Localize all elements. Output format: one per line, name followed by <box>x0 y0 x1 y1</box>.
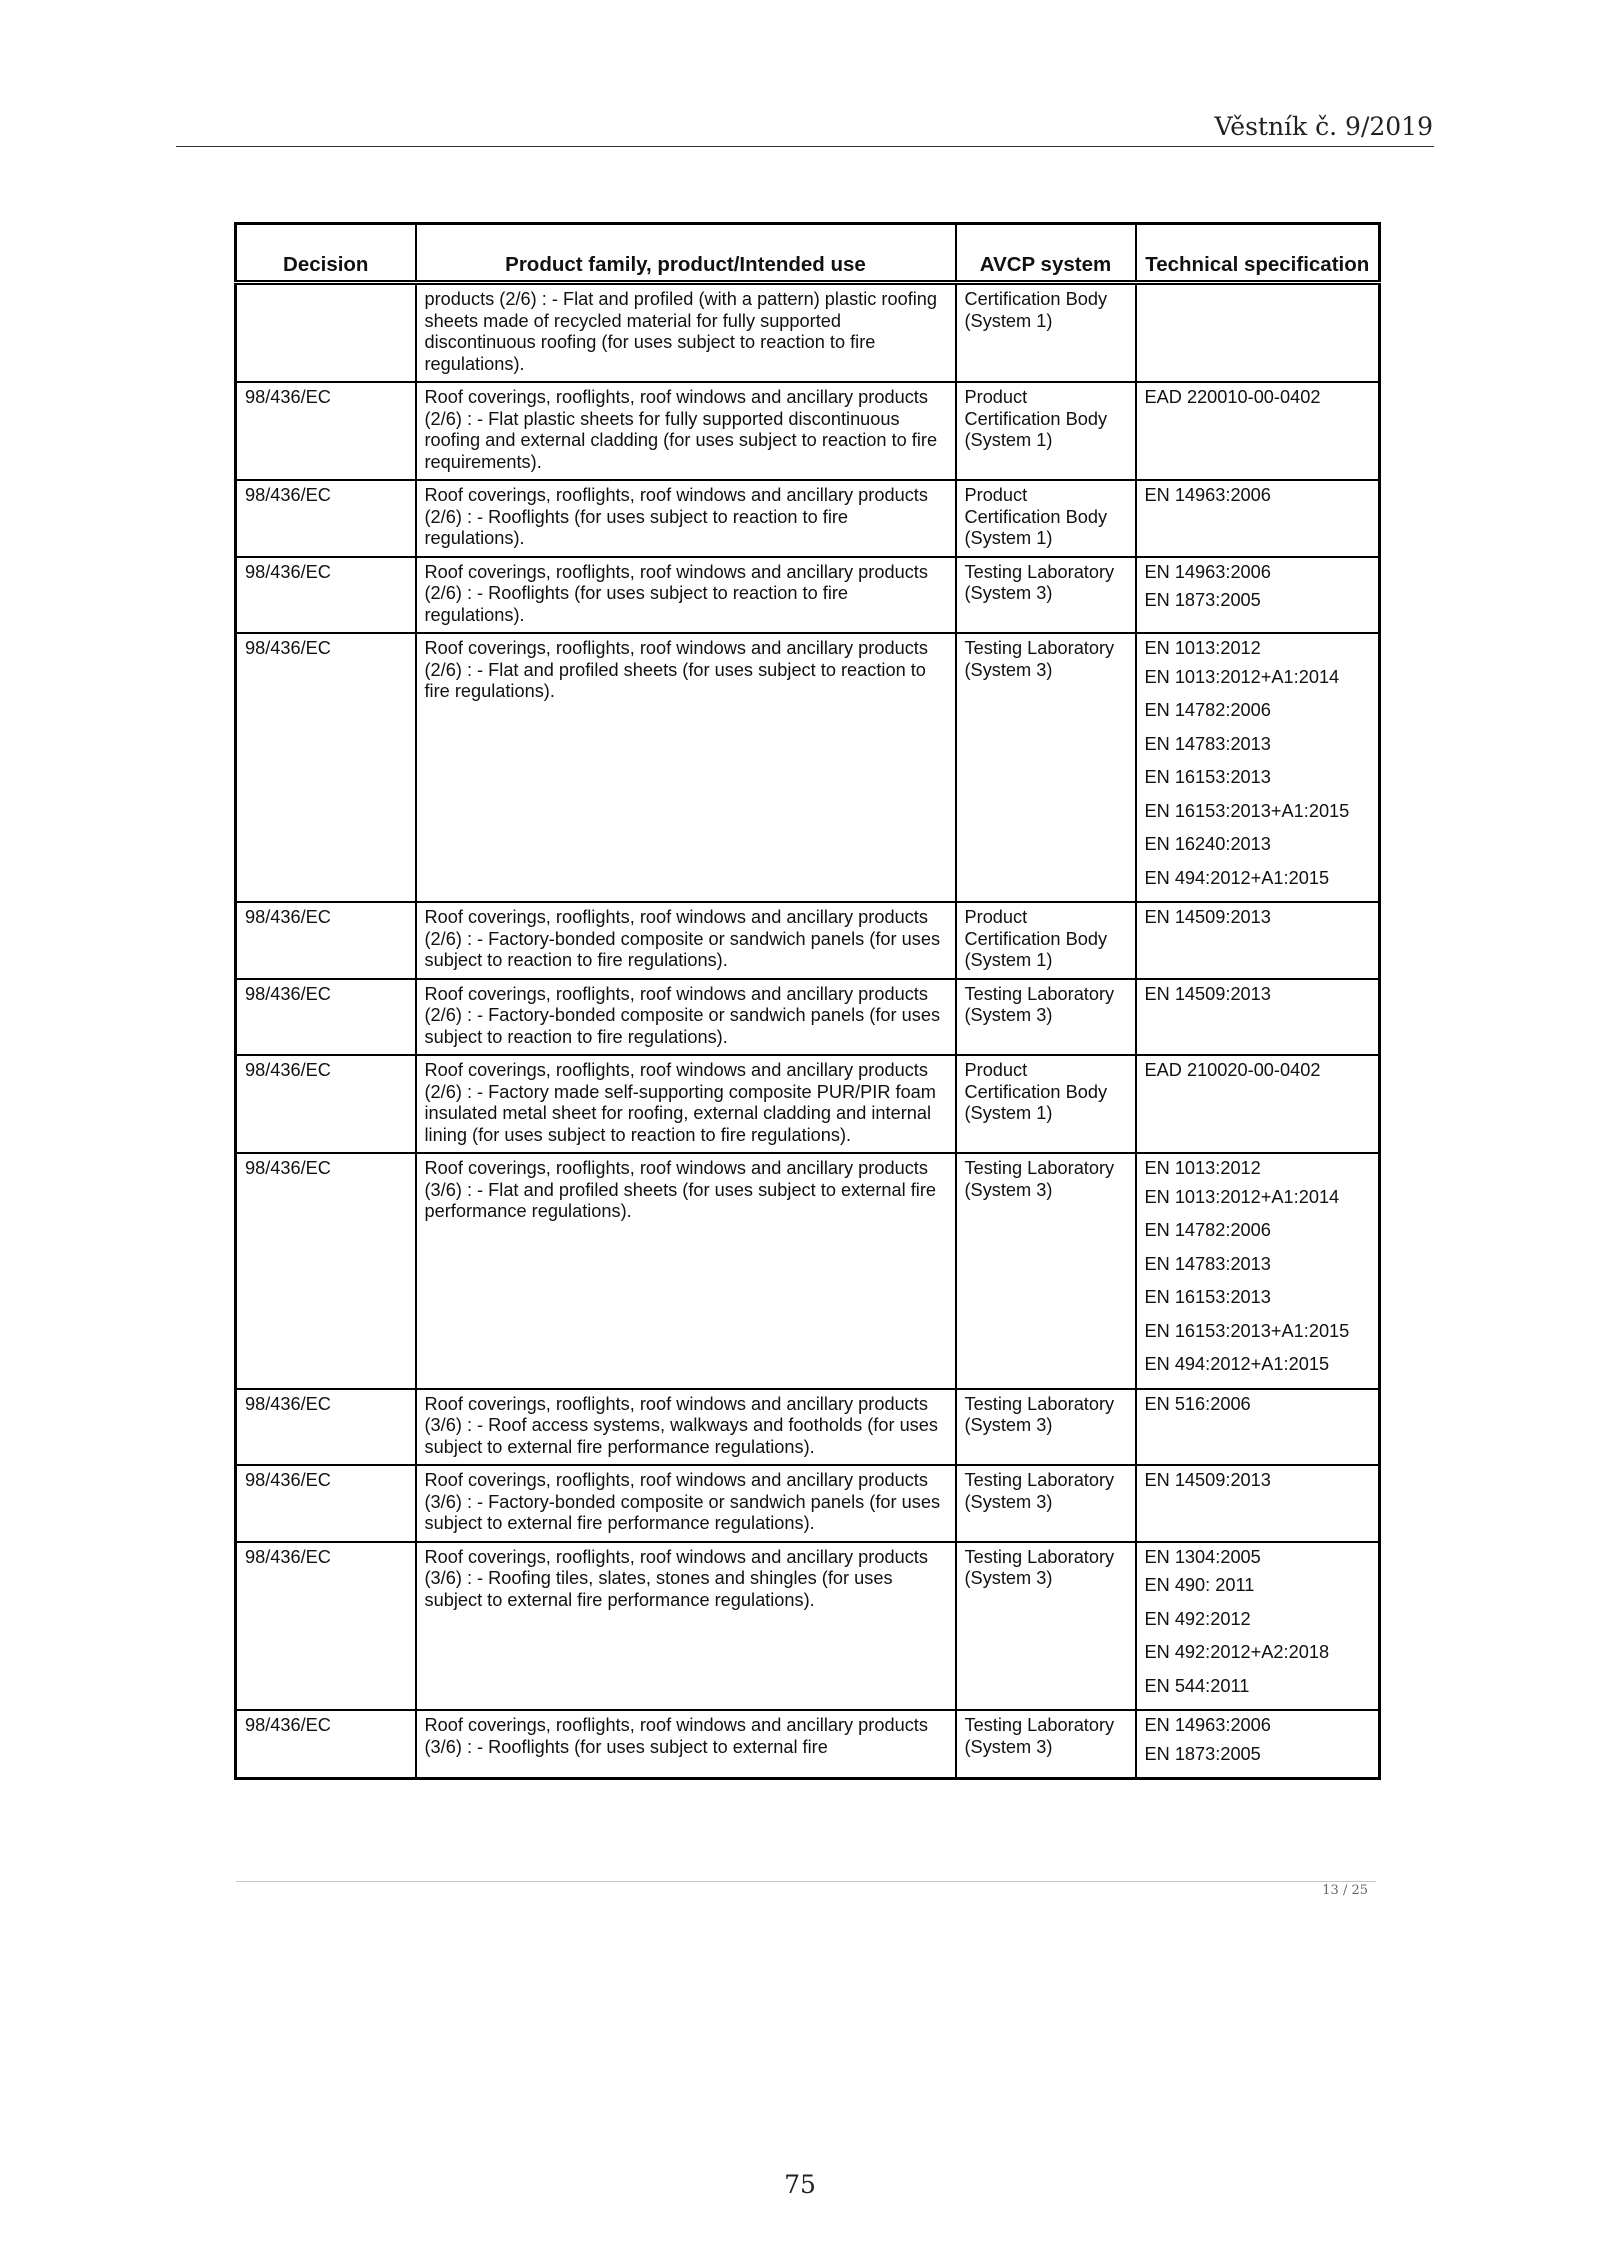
journal-title: Věstník č. 9/2019 <box>1214 112 1433 141</box>
decision-cell: 98/436/EC <box>236 382 416 480</box>
specification-item: EN 14509:2013 <box>1144 907 1271 927</box>
table-header-row <box>236 224 1380 283</box>
specification-cell <box>1136 283 1380 383</box>
avcp-cell: Testing Laboratory (System 3) <box>956 1389 1136 1466</box>
header-divider <box>176 146 1434 147</box>
specification-item: EN 16240:2013 <box>1144 834 1271 854</box>
specification-cell <box>1136 902 1380 979</box>
footer-divider <box>236 1881 1376 1882</box>
column-header-product: Product family, product/Intended use <box>416 224 956 283</box>
specification-item: EN 492:2012+A2:2018 <box>1144 1642 1330 1662</box>
specification-item: EN 14963:2006 <box>1144 485 1271 505</box>
specification-item: EN 14963:2006 <box>1144 1715 1271 1735</box>
table-row <box>236 283 1380 383</box>
product-cell: Roof coverings, rooflights, roof windows and ancillary products (2/6) : - Rooflights (for uses subject to reaction to fire regulations). <box>416 557 956 634</box>
decision-cell: 98/436/EC <box>236 1389 416 1466</box>
page-counter: 13 / 25 <box>1322 1883 1368 1898</box>
decision-cell: 98/436/EC <box>236 1542 416 1711</box>
specification-item: EN 14963:2006 <box>1144 561 1271 582</box>
decision-cell: 98/436/EC <box>236 1465 416 1542</box>
specification-item: EN 516:2006 <box>1144 1393 1251 1414</box>
specification-cell <box>1136 382 1380 480</box>
decision-cell: 98/436/EC <box>236 902 416 979</box>
specification-cell <box>1136 979 1380 1056</box>
avcp-cell: Testing Laboratory (System 3) <box>956 633 1136 902</box>
table-row <box>236 1389 1380 1466</box>
specification-item: EN 1013:2012+A1:2014 <box>1144 1186 1340 1207</box>
avcp-cell: Product Certification Body (System 1) <box>956 1055 1136 1153</box>
specification-item: EN 490: 2011 <box>1144 1575 1255 1595</box>
decision-cell: 98/436/EC <box>236 1055 416 1153</box>
column-header-decision: Decision <box>236 224 416 283</box>
specification-item: EN 1873:2005 <box>1144 1743 1261 1764</box>
specification-cell <box>1136 1710 1380 1779</box>
specification-item: EN 1013:2012+A1:2014 <box>1144 666 1340 687</box>
specification-item: EN 492:2012 <box>1144 1608 1251 1629</box>
table-row <box>236 1465 1380 1542</box>
table-row <box>236 902 1380 979</box>
table-row <box>236 1055 1380 1153</box>
specification-cell <box>1136 1465 1380 1542</box>
table-row <box>236 480 1380 557</box>
avcp-cell: Testing Laboratory (System 3) <box>956 1465 1136 1542</box>
specification-item: EN 14782:2006 <box>1144 1220 1271 1240</box>
table-row <box>236 557 1380 634</box>
specification-item: EN 14783:2013 <box>1144 733 1271 754</box>
decision-cell: 98/436/EC <box>236 557 416 634</box>
avcp-cell: Product Certification Body (System 1) <box>956 902 1136 979</box>
table-row <box>236 1710 1380 1779</box>
product-cell: Roof coverings, rooflights, roof windows and ancillary products (2/6) : - Flat plastic sheets for fully supported discontinuous roofing and external cladding (for uses subject to reaction to fire requirements). <box>416 382 956 480</box>
product-cell: products (2/6) : - Flat and profiled (with a pattern) plastic roofing sheets made of recycled material for fully supported discontinuous roofing (for uses subject to reaction to fire regulations). <box>416 283 956 383</box>
avcp-cell: Testing Laboratory (System 3) <box>956 1542 1136 1711</box>
product-cell: Roof coverings, rooflights, roof windows and ancillary products (2/6) : - Factory-bonded composite or sandwich panels (for uses subject to reaction to fire regulations). <box>416 979 956 1056</box>
specification-cell <box>1136 1542 1380 1711</box>
specification-item: EN 16153:2013+A1:2015 <box>1144 1320 1350 1341</box>
avcp-cell: Certification Body (System 1) <box>956 283 1136 383</box>
table-row <box>236 979 1380 1056</box>
product-cell: Roof coverings, rooflights, roof windows and ancillary products (3/6) : - Roofing tiles, slates, stones and shingles (for uses subject to external fire performance regulations). <box>416 1542 956 1711</box>
avcp-cell: Product Certification Body (System 1) <box>956 480 1136 557</box>
product-cell: Roof coverings, rooflights, roof windows and ancillary products (2/6) : - Factory-bonded composite or sandwich panels (for uses subject to reaction to fire regulations). <box>416 902 956 979</box>
specification-item: EN 16153:2013 <box>1144 1287 1271 1307</box>
specification-item: EN 16153:2013 <box>1144 767 1271 787</box>
specification-item: EN 1013:2012 <box>1144 638 1261 658</box>
specification-cell <box>1136 633 1380 902</box>
specification-item: EN 14509:2013 <box>1144 983 1271 1004</box>
table-row <box>236 1542 1380 1711</box>
specification-cell <box>1136 1389 1380 1466</box>
specification-item: EN 1013:2012 <box>1144 1158 1261 1178</box>
specification-item: EAD 220010-00-0402 <box>1144 387 1321 407</box>
specification-cell <box>1136 1055 1380 1153</box>
avcp-cell: Testing Laboratory (System 3) <box>956 557 1136 634</box>
specification-cell <box>1136 480 1380 557</box>
table-row <box>236 1153 1380 1389</box>
decision-cell: 98/436/EC <box>236 633 416 902</box>
specification-item: EN 14782:2006 <box>1144 700 1271 720</box>
product-cell: Roof coverings, rooflights, roof windows and ancillary products (2/6) : - Flat and profiled sheets (for uses subject to reaction to fire regulations). <box>416 633 956 902</box>
specification-item: EN 14509:2013 <box>1144 1470 1271 1490</box>
specification-item: EN 1873:2005 <box>1144 590 1261 610</box>
avcp-cell: Testing Laboratory (System 3) <box>956 1153 1136 1389</box>
specification-item: EN 494:2012+A1:2015 <box>1144 1354 1330 1374</box>
decision-cell: 98/436/EC <box>236 979 416 1056</box>
decision-cell <box>236 283 416 383</box>
specification-item: EN 544:2011 <box>1144 1675 1250 1696</box>
product-cell: Roof coverings, rooflights, roof windows and ancillary products (3/6) : - Factory-bonded composite or sandwich panels (for uses subject to external fire performance regulations). <box>416 1465 956 1542</box>
decision-cell: 98/436/EC <box>236 1710 416 1779</box>
specification-item: EN 14783:2013 <box>1144 1253 1271 1274</box>
column-header-avcp: AVCP system <box>956 224 1136 283</box>
specification-item: EN 494:2012+A1:2015 <box>1144 867 1330 888</box>
avcp-cell: Product Certification Body (System 1) <box>956 382 1136 480</box>
decision-cell: 98/436/EC <box>236 1153 416 1389</box>
specification-cell <box>1136 1153 1380 1389</box>
decision-cell: 98/436/EC <box>236 480 416 557</box>
specification-cell <box>1136 557 1380 634</box>
product-cell: Roof coverings, rooflights, roof windows and ancillary products (3/6) : - Rooflights (for uses subject to external fire <box>416 1710 956 1779</box>
specification-item: EN 16153:2013+A1:2015 <box>1144 800 1350 821</box>
specification-item: EN 1304:2005 <box>1144 1546 1261 1567</box>
table-row <box>236 633 1380 902</box>
table-row <box>236 382 1380 480</box>
product-cell: Roof coverings, rooflights, roof windows and ancillary products (3/6) : - Flat and profiled sheets (for uses subject to external fire performance regulations). <box>416 1153 956 1389</box>
specification-item: EAD 210020-00-0402 <box>1144 1060 1321 1080</box>
avcp-cell: Testing Laboratory (System 3) <box>956 1710 1136 1779</box>
table-body <box>236 283 1380 1779</box>
column-header-specification: Technical specification <box>1136 224 1380 283</box>
decision-table <box>234 222 1381 1780</box>
page-number: 75 <box>784 2170 816 2199</box>
product-cell: Roof coverings, rooflights, roof windows and ancillary products (3/6) : - Roof access systems, walkways and footholds (for uses subject to external fire performance regulations). <box>416 1389 956 1466</box>
product-cell: Roof coverings, rooflights, roof windows and ancillary products (2/6) : - Rooflights (for uses subject to reaction to fire regulations). <box>416 480 956 557</box>
product-cell: Roof coverings, rooflights, roof windows and ancillary products (2/6) : - Factory made self-supporting composite PUR/PIR foam insulated metal sheet for roofing, external cladding and internal lining (for uses subject to reaction to fire regulations). <box>416 1055 956 1153</box>
avcp-cell: Testing Laboratory (System 3) <box>956 979 1136 1056</box>
